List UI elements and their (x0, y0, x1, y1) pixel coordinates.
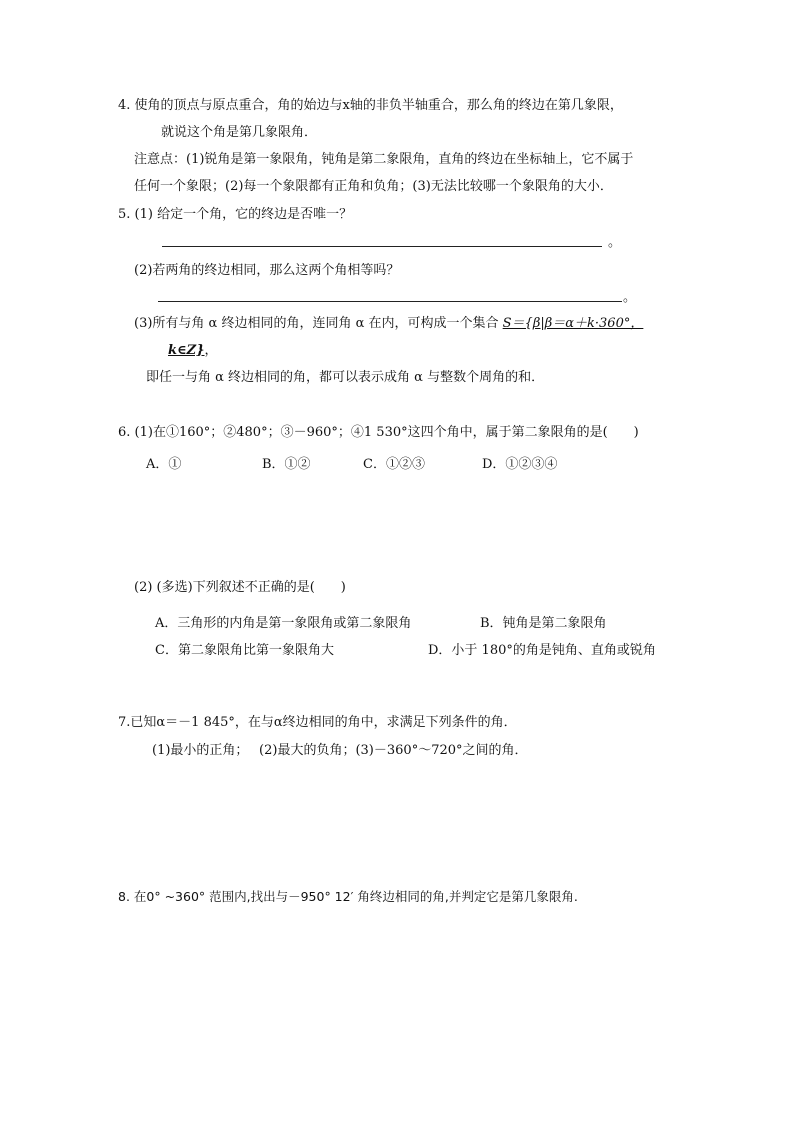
q5-set-notation-end: k∈Z} (168, 343, 205, 358)
q8-question: 8. 在0° ~360° 范围内,找出与－950° 12′ 角终边相同的角,并判定它是第几象限角. (118, 889, 578, 904)
q6-1-option-c[interactable]: C．①②③ (363, 457, 425, 472)
q6-2-option-d[interactable]: D．小于 180°的角是钝角、直角或锐角 (428, 643, 656, 658)
q5-end-mark-2: 。 (623, 290, 637, 305)
q5-part2: (2)若两角的终边相同，那么这两个角相等吗？ (134, 263, 400, 278)
q6-2-option-b[interactable]: B．钝角是第二象限角 (480, 616, 607, 631)
q6-1-option-a[interactable]: A．① (146, 457, 182, 472)
q5-part3-cont (168, 344, 218, 357)
q6-1-option-b[interactable]: B．①② (262, 457, 311, 472)
q6-part1: 6. (1)在①160°；②480°；③－960°；④1 530°这四个角中，属于第二象限角的是( ) (118, 425, 639, 440)
q5-part1: 5. (1) 给定一个角，它的终边是否唯一？ (118, 207, 353, 222)
q6-part2: (2) (多选)下列叙述不正确的是( ) (134, 580, 346, 595)
q4-note2: 任何一个象限；(2)每一个象限都有正角和负角；(3)无法比较哪一个象限角的大小． (134, 179, 613, 194)
q5-set-notation: S＝{β|β＝α＋k·360°， (502, 316, 644, 331)
q5-part3-text: (3)所有与角 α 终边相同的角，连同角 α 在内，可构成一个集合 (134, 316, 499, 331)
q5-part3 (134, 317, 643, 330)
q5-answer-line-2[interactable] (158, 301, 622, 302)
q5-answer-line-1[interactable] (162, 246, 602, 247)
q5-end-mark-1: 。 (608, 235, 622, 250)
q6-1-option-d[interactable]: D．①②③④ (482, 457, 558, 472)
q7-question: 7.已知α＝－1 845°，在与α终边相同的角中，求满足下列条件的角． (118, 715, 517, 730)
q4-line2: 就说这个角是第几象限角． (161, 125, 318, 140)
q4-note1: 注意点：(1)锐角是第一象限角，钝角是第二象限角，直角的终边在坐标轴上，它不属于 (134, 152, 634, 167)
q5-part3-line3: 即任一与角 α 终边相同的角，都可以表示成角 α 与整数个周角的和． (146, 370, 545, 385)
q7-subparts: (1)最小的正角； (2)最大的负角；(3)－360°～720°之间的角． (152, 743, 528, 758)
q6-2-option-a[interactable]: A．三角形的内角是第一象限角或第二象限角 (155, 616, 412, 631)
q4-line1: 4. 使角的顶点与原点重合，角的始边与x轴的非负半轴重合，那么角的终边在第几象限， (118, 98, 623, 113)
q6-2-option-c[interactable]: C．第二象限角比第一象限角大 (155, 643, 334, 658)
q5-comma: ， (204, 343, 218, 358)
